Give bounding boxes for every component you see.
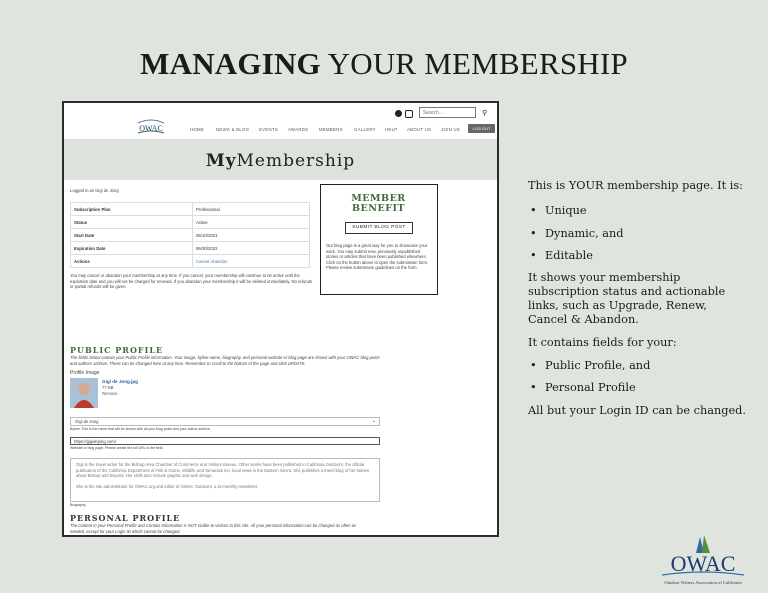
svg-text:OWAC: OWAC xyxy=(670,551,736,576)
table-row: Start Date 06/10/2021 xyxy=(71,229,310,242)
benefit-title: MEMBER BENEFIT xyxy=(351,193,406,214)
profile-image-label: Profile Image xyxy=(70,370,100,376)
cancel-note: You may cancel or abandon your membership at any time. If you cancel, your membership will continue to be active until the expiration date and you will not be charged for renewal. If you abandon your membership it will be deleted immediately. No refunds or partial refunds will be given. xyxy=(70,273,313,290)
remove-image-link[interactable]: Remove xyxy=(102,391,118,396)
website-note: Website or blog page. Please create the full URL in the field. xyxy=(70,446,164,450)
biography-text-1: Gigi is the travel writer for the Bishop Area Chamber of Commerce and Visitors Bureau. Other works have been published in California Outdoors, the official publication of the California Department of Fish & Game, Wildlife and Tamarack inn, local news in the Eastern Sierra. She publishes a travel blog of her stories about Bishop and beyond. Her skills also include graphic and web design. xyxy=(76,462,369,479)
member-benefit-box xyxy=(320,184,438,295)
nav-gallery[interactable]: GALLERY xyxy=(354,127,376,132)
profile-photo xyxy=(70,378,98,408)
profile-image-file-link[interactable]: Gigi de Jong.jpg xyxy=(102,379,138,384)
nav-awards[interactable]: AWARDS xyxy=(288,127,309,132)
svg-text:Outdoor Writers Association of: Outdoor Writers Association of California xyxy=(664,580,742,585)
benefit-text: Our blog page is a great way for you to showcase your work. You may submit new, previously unpublished stories or articles that have been published elsewhere. Click on the button above to open the submission form. Please review submission guidelines on the form. xyxy=(326,243,429,271)
owac-logo xyxy=(660,533,746,587)
personal-profile-note: The content in your Personal Profile and Contact Information is NOT visible to visitors to this site. All your personal information can be changed as often as needed, except for your Login ID which cannot be changed. xyxy=(70,523,357,534)
slide-title: MANAGING YOUR MEMBERSHIP xyxy=(140,46,628,81)
biography-textarea[interactable] xyxy=(70,458,380,502)
biography-text-2: She is the site administrator for OWAC.org and editor of OWAC Outdoors, a bi-monthly newsletter. xyxy=(76,483,259,489)
instagram-icon[interactable] xyxy=(405,110,413,118)
profile-image-size: ?? KB xyxy=(102,385,114,390)
cancel-abandon-links[interactable]: Cancel Abandon xyxy=(193,255,310,268)
site-header xyxy=(64,103,497,140)
nav-members[interactable]: MEMBERS xyxy=(319,127,343,132)
nav-about-us[interactable]: ABOUT US xyxy=(407,127,432,132)
table-row: Status Active xyxy=(71,216,310,229)
byline-select[interactable]: Gigi de Jong ⌄ xyxy=(70,417,380,426)
closing-text: All but your Login ID can be changed. xyxy=(528,404,746,417)
public-profile-heading: PUBLIC PROFILE xyxy=(70,345,164,355)
table-row: Expiration Date 06/30/2022 xyxy=(71,242,310,255)
contains-text: It contains fields for your: xyxy=(528,336,677,349)
search-icon[interactable]: ⚲ xyxy=(482,110,488,117)
nav-join-us[interactable]: JOIN US xyxy=(441,127,461,132)
logged-in-text: Logged in as Gigi de Jong xyxy=(70,188,119,193)
owac-logo-small[interactable] xyxy=(134,117,168,135)
nav-home[interactable]: HOME xyxy=(190,127,205,132)
nav-help[interactable]: HELP xyxy=(385,127,398,132)
intro-text: This is YOUR membership page. It is: xyxy=(528,179,743,192)
subscription-table xyxy=(70,202,310,268)
biography-label: Biography xyxy=(70,503,86,507)
nav-news-blog[interactable]: NEWS & BLOG xyxy=(216,127,250,132)
chevron-down-icon: ⌄ xyxy=(371,418,376,424)
table-row: Actions Cancel Abandon xyxy=(71,255,310,268)
facebook-icon[interactable] xyxy=(395,110,402,117)
svg-text:OWAC: OWAC xyxy=(139,124,163,133)
website-input[interactable]: https://gigidejong.com/ xyxy=(70,437,380,445)
search-input[interactable]: Search... xyxy=(419,107,476,118)
public-profile-note: The fields below contain your Public Profile information. Your image, byline name, biography, and personal website or blog page are shown with your OWAC blog posts and authors archive. These can be changed here at any time. Remember to scroll to the bottom of the page and click UPDATE. xyxy=(70,355,380,366)
personal-profile-heading: PERSONAL PROFILE xyxy=(70,513,181,523)
page-title: MyMembership xyxy=(205,151,356,171)
byline-note: Byline: This is the name that will be shown with all your blog posts and your author archive. xyxy=(70,427,211,431)
submit-blog-post-button[interactable]: SUBMIT BLOG POST xyxy=(345,222,413,234)
shows-text: It shows your membership subscription status and actionable links, such as Upgrade, Renew, Cancel & Abandon. xyxy=(528,271,726,326)
website-screenshot xyxy=(62,101,499,537)
nav-events[interactable]: EVENTS xyxy=(259,127,278,132)
logout-button[interactable]: LOG OUT xyxy=(468,124,495,133)
table-row: Subscription Plan Professional xyxy=(71,203,310,216)
